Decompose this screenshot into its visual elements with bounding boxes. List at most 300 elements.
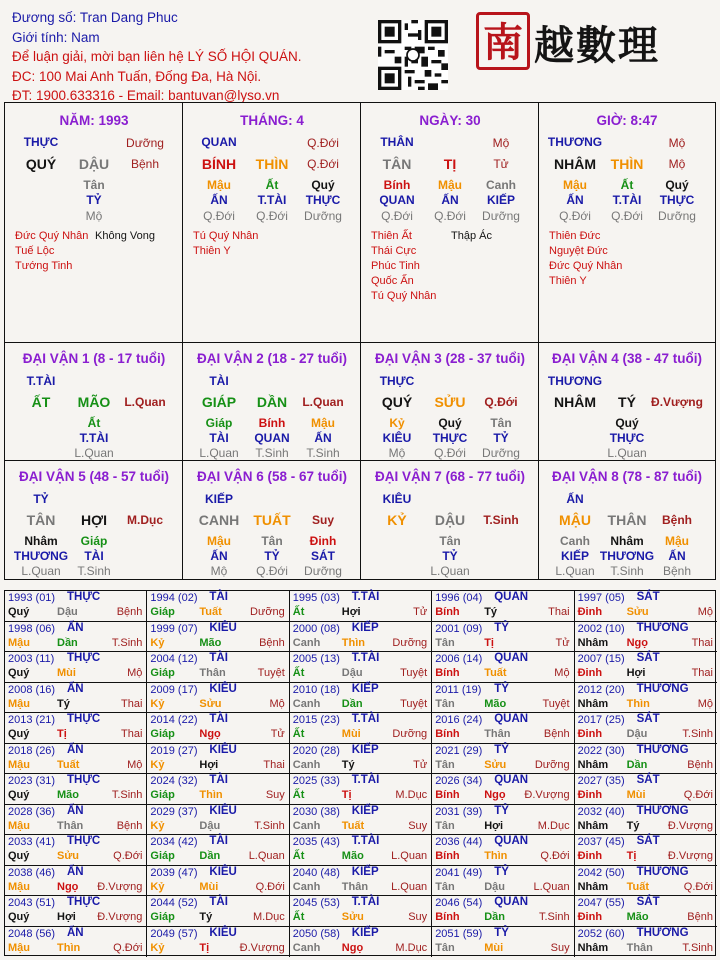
- hidden-stem-stage: L.Quan: [74, 446, 114, 460]
- year-stage: Bệnh: [687, 911, 713, 923]
- year-cell: [575, 835, 717, 866]
- year-god: T.TÀI: [351, 896, 380, 908]
- owner-gender: Giới tính: Nam: [12, 29, 100, 45]
- year-cell: [5, 591, 147, 622]
- year-cell: [432, 652, 574, 683]
- star-item: Phúc Tinh: [371, 260, 420, 272]
- year-label: 2029 (37): [150, 805, 198, 818]
- year-cell: [290, 835, 432, 866]
- pillar-branch-stage: Bệnh: [130, 157, 160, 171]
- year-stem: Bính: [435, 728, 460, 740]
- hidden-stem: Mậu: [207, 178, 231, 192]
- year-label: 2038 (46): [8, 866, 56, 879]
- year-stage: Suy: [408, 819, 428, 832]
- year-branch: Thìn: [57, 941, 81, 954]
- year-god: THƯƠNG: [636, 804, 689, 817]
- hidden-stem-stage: Q.Đới: [611, 209, 643, 223]
- year-stage: Đ.Vượng: [97, 911, 143, 923]
- year-god: QUAN: [494, 591, 529, 603]
- year-stem: Ất: [292, 911, 305, 923]
- year-stem: Nhâm: [577, 941, 609, 954]
- year-cell: [290, 591, 432, 622]
- year-label: 2016 (24): [435, 714, 483, 726]
- year-stem: Mậu: [8, 880, 30, 893]
- year-stem: Mậu: [8, 941, 30, 954]
- year-label: 1999 (07): [150, 622, 198, 635]
- year-cell: [432, 866, 574, 897]
- hidden-stem-god: THỰC: [305, 193, 341, 207]
- dai-van-stem: ẤT: [31, 394, 51, 410]
- year-label: 2036 (44): [435, 836, 483, 848]
- year-cell: [432, 713, 574, 744]
- year-branch: Mùi: [57, 667, 76, 679]
- year-stem: Giáp: [150, 667, 175, 679]
- year-stage: L.Quan: [391, 850, 428, 862]
- hidden-stem: Canh: [560, 534, 590, 548]
- hidden-stem-god: TỶ: [493, 431, 509, 445]
- year-label: 2048 (56): [8, 927, 56, 940]
- dai-van-title: ĐẠI VẬN 8 (78 - 87 tuổi): [551, 469, 703, 484]
- hidden-stem: Bính: [258, 416, 286, 430]
- dai-van-branch: TÝ: [618, 394, 636, 410]
- year-label: 2020 (28): [292, 744, 340, 757]
- year-god: THỰC: [67, 713, 101, 725]
- year-stage: T.Sinh: [539, 911, 570, 923]
- hidden-stem: Mậu: [207, 534, 231, 548]
- year-stage: Q.Đới: [255, 880, 285, 893]
- year-cell: [432, 744, 574, 775]
- year-stem: Tân: [435, 880, 455, 893]
- dai-van-god: T.TÀI: [26, 374, 56, 388]
- year-god: THỰC: [67, 652, 101, 664]
- pillar-stem-god: QUAN: [201, 135, 237, 149]
- hidden-stem-god: TỶ: [442, 549, 458, 563]
- year-branch: Tị: [341, 789, 352, 801]
- hidden-stem: Giáp: [80, 534, 108, 548]
- year-god: KIẾP: [351, 926, 379, 939]
- year-god: KIẾP: [351, 865, 379, 878]
- year-label: 2039 (47): [150, 866, 198, 879]
- year-stem: Tân: [435, 636, 455, 649]
- hidden-stem: Nhâm: [610, 534, 644, 548]
- year-label: 2027 (35): [577, 775, 625, 787]
- dai-van-god: ẤN: [566, 492, 584, 506]
- pillar-cell: [183, 103, 361, 343]
- dai-van-stem: TÂN: [26, 512, 56, 528]
- seal-logo-icon: 南: [476, 12, 530, 70]
- year-stage: L.Quan: [248, 850, 285, 862]
- year-cell: [290, 652, 432, 683]
- dai-van-cell: [5, 343, 183, 461]
- hidden-stem-stage: L.Quan: [21, 564, 61, 578]
- star-item: Thiên Y: [193, 245, 231, 257]
- year-stage: Mộ: [554, 667, 570, 679]
- year-branch: Hợi: [484, 819, 504, 832]
- year-god: KIÊU: [209, 682, 237, 695]
- hidden-stem-stage: Bệnh: [662, 564, 692, 578]
- year-stem: Kỷ: [150, 758, 165, 771]
- hidden-stem-stage: L.Quan: [199, 446, 239, 460]
- hidden-stem-god: THỰC: [432, 431, 468, 445]
- hidden-stem-god: QUAN: [379, 193, 415, 207]
- year-god: SÁT: [636, 774, 660, 786]
- hidden-stem: Mậu: [563, 178, 587, 192]
- year-stem: Bính: [435, 911, 460, 923]
- pillar-title: GIỜ: 8:47: [596, 113, 658, 128]
- year-god: THƯƠNG: [636, 865, 689, 878]
- year-cell: [290, 683, 432, 714]
- hidden-stem-god: ẤN: [566, 193, 584, 207]
- year-cell: [147, 927, 289, 958]
- dai-van-cell: [361, 343, 539, 461]
- year-god: T.TÀI: [351, 713, 380, 725]
- year-branch: Tị: [57, 728, 67, 740]
- year-branch: Tý: [341, 758, 355, 771]
- year-god: THỰC: [67, 774, 101, 786]
- year-cell: [575, 896, 717, 927]
- year-stem: Đinh: [577, 667, 603, 679]
- year-branch: Sửu: [57, 850, 80, 862]
- year-stage: Bệnh: [116, 606, 143, 618]
- year-cell: [5, 927, 147, 958]
- year-label: 2033 (41): [8, 836, 56, 848]
- year-cell: [290, 927, 432, 958]
- year-cell: [5, 805, 147, 836]
- dai-van-title: ĐẠI VẬN 7 (68 - 77 tuổi): [374, 469, 526, 484]
- star-item: Thái Cực: [371, 245, 417, 257]
- year-branch: Tý: [199, 911, 213, 923]
- year-god: T.TÀI: [351, 835, 380, 847]
- year-branch: Mão: [57, 789, 79, 801]
- year-stage: Tử: [555, 636, 570, 649]
- year-branch: Mùi: [341, 728, 361, 740]
- pillar-cell: [5, 103, 183, 343]
- year-cell: [5, 713, 147, 744]
- contact-note: Để luận giải, mời bạn liên hệ LÝ SỐ HỘI QUÁN.: [12, 49, 302, 64]
- pillar-branch: THÌN: [610, 156, 644, 172]
- year-branch: Dần: [626, 758, 648, 771]
- year-stem: Đinh: [577, 911, 603, 923]
- pillar-stem: QUÝ: [25, 156, 57, 172]
- year-branch: Thân: [57, 819, 84, 832]
- dai-van-god: THỰC: [379, 374, 415, 388]
- hidden-stem: Ất: [620, 178, 634, 192]
- year-label: 2014 (22): [150, 714, 198, 726]
- year-label: 2034 (42): [150, 836, 198, 848]
- hidden-stem: Quý: [311, 178, 335, 192]
- year-god: T.TÀI: [351, 591, 380, 603]
- pillar-stem-stage: Dưỡng: [126, 136, 164, 150]
- year-label: 2008 (16): [8, 683, 56, 696]
- hidden-stem-god: ẤN: [668, 549, 686, 563]
- year-label: 2049 (57): [150, 927, 198, 940]
- year-stem: Đinh: [577, 728, 603, 740]
- year-label: 2021 (29): [435, 744, 483, 757]
- year-cell: [147, 683, 289, 714]
- dai-van-god: TÀI: [209, 374, 229, 388]
- year-stem: Ất: [292, 606, 305, 618]
- year-label: 2031 (39): [435, 805, 483, 818]
- year-branch: Dần: [484, 911, 505, 923]
- star-item: Quốc Ấn: [371, 275, 414, 287]
- hidden-stem-god: KIẾP: [560, 549, 590, 563]
- year-god: KIẾP: [351, 804, 379, 817]
- year-label: 2030 (38): [292, 805, 340, 818]
- year-god: SÁT: [636, 713, 660, 725]
- year-label: 2013 (21): [8, 714, 56, 726]
- year-branch: Sửu: [341, 911, 364, 923]
- year-stem: Quý: [8, 667, 30, 679]
- year-stem: Tân: [435, 697, 455, 710]
- year-stem: Đinh: [577, 789, 603, 801]
- year-branch: Tý: [626, 819, 640, 832]
- hidden-stem-god: T.TÀI: [79, 431, 109, 445]
- year-god: TỶ: [494, 804, 509, 817]
- year-branch: Mùi: [484, 941, 504, 954]
- year-branch: Dậu: [199, 819, 221, 832]
- year-cell: [575, 591, 717, 622]
- year-stem: Tân: [435, 941, 455, 954]
- year-stage: M.Dục: [537, 819, 570, 832]
- hidden-stem-god: ẤN: [441, 193, 459, 207]
- year-cell: [290, 744, 432, 775]
- year-god: TÀI: [209, 835, 228, 847]
- year-stem: Kỷ: [150, 697, 165, 710]
- year-branch: Tý: [484, 606, 498, 618]
- hidden-stem-stage: Dưỡng: [304, 564, 342, 578]
- hidden-stem-stage: T.Sinh: [610, 564, 644, 578]
- hidden-stem: Bính: [383, 178, 411, 192]
- year-label: 2010 (18): [292, 683, 340, 696]
- pillar-cell: [539, 103, 715, 343]
- dai-van-branch: SỬU: [434, 394, 466, 410]
- year-god: QUAN: [494, 896, 529, 908]
- year-branch: Thìn: [626, 697, 650, 710]
- year-stem: Giáp: [150, 606, 175, 618]
- hidden-stem-god: THƯƠNG: [599, 549, 655, 563]
- year-stage: Dưỡng: [250, 606, 285, 618]
- dai-van-stage: Suy: [311, 513, 335, 527]
- star-item: Tướng Tinh: [15, 260, 73, 272]
- hidden-stem-god: ẤN: [210, 549, 228, 563]
- year-stage: Q.Đới: [683, 789, 713, 801]
- year-branch: Hợi: [626, 667, 646, 679]
- year-label: 2015 (23): [292, 714, 340, 726]
- year-god: KIÊU: [209, 621, 237, 634]
- year-god: ẤN: [67, 926, 84, 939]
- year-stage: Tử: [413, 606, 428, 618]
- chart-grid: [4, 102, 716, 580]
- year-god: TÀI: [209, 774, 228, 786]
- hidden-stem-stage: Q.Đới: [434, 209, 466, 223]
- year-god: THƯƠNG: [636, 926, 689, 939]
- hidden-stem-stage: Q.Đới: [256, 564, 288, 578]
- year-god: KIÊU: [209, 926, 237, 939]
- dai-van-stem: MẬU: [559, 512, 591, 528]
- pillar-stem-stage: Q.Đới: [307, 136, 339, 150]
- dai-van-branch: THÂN: [607, 512, 647, 528]
- year-stage: Dưỡng: [392, 728, 428, 740]
- year-stem: Mậu: [8, 819, 30, 832]
- year-god: THƯƠNG: [636, 682, 689, 695]
- year-stem: Mậu: [8, 636, 30, 649]
- year-label: 2043 (51): [8, 897, 56, 909]
- year-cell: [147, 591, 289, 622]
- year-stem: Ất: [292, 667, 305, 679]
- year-god: T.TÀI: [351, 774, 380, 786]
- year-god: ẤN: [67, 682, 84, 695]
- year-stage: Thai: [691, 667, 713, 679]
- year-branch: Sửu: [626, 606, 649, 618]
- year-label: 1995 (03): [292, 592, 340, 604]
- year-cell: [575, 683, 717, 714]
- hidden-stem: Canh: [486, 178, 516, 192]
- year-branch: Hợi: [341, 606, 361, 618]
- dai-van-title: ĐẠI VẬN 1 (8 - 17 tuổi): [22, 351, 166, 366]
- year-label: 2044 (52): [150, 897, 198, 909]
- hidden-stem: Ất: [265, 178, 279, 192]
- hidden-stem-stage: T.Sinh: [255, 446, 289, 460]
- pillar-branch-stage: Tử: [493, 157, 509, 171]
- owner-info: [12, 8, 301, 106]
- year-god: THỰC: [67, 896, 101, 908]
- year-cell: [575, 774, 717, 805]
- qr-code-icon: [378, 20, 448, 90]
- year-cell: [432, 591, 574, 622]
- year-stem: Quý: [8, 850, 30, 862]
- dai-van-title: ĐẠI VẬN 3 (28 - 37 tuổi): [374, 351, 526, 366]
- star-item: Tuế Lộc: [15, 245, 55, 257]
- star-item: Đức Quý Nhân: [549, 260, 623, 272]
- dai-van-cell: [183, 461, 361, 579]
- year-branch: Dậu: [484, 880, 505, 893]
- year-stem: Mậu: [8, 758, 30, 771]
- pillar-branch: THÌN: [255, 156, 289, 172]
- year-stem: Canh: [292, 941, 321, 954]
- hidden-stem-stage: Dưỡng: [304, 209, 342, 223]
- hidden-stem-stage: Dưỡng: [482, 209, 520, 223]
- year-branch: Dậu: [626, 728, 648, 740]
- hidden-stem-stage: Q.Đới: [434, 446, 466, 460]
- year-cell: [290, 622, 432, 653]
- year-label: 2012 (20): [577, 683, 625, 696]
- year-god: KIÊU: [209, 804, 237, 817]
- dai-van-stage: T.Sinh: [483, 513, 519, 527]
- year-stage: Đ.Vượng: [524, 789, 570, 801]
- pillar-cell: [361, 103, 539, 343]
- year-god: TỶ: [494, 621, 509, 634]
- hidden-stem: Quý: [665, 178, 689, 192]
- year-cell: [5, 835, 147, 866]
- hidden-stem-stage: Q.Đới: [203, 209, 235, 223]
- year-label: 2040 (48): [292, 866, 340, 879]
- hidden-stem-god: THỰC: [659, 193, 695, 207]
- star-item: Không Vong: [95, 230, 155, 242]
- year-cell: [147, 805, 289, 836]
- owner-name: Đương số: Tran Dang Phuc: [12, 10, 178, 25]
- year-stage: T.Sinh: [682, 728, 713, 740]
- year-god: TÀI: [209, 591, 228, 603]
- year-stem: Bính: [435, 667, 460, 679]
- year-stage: Suy: [408, 911, 428, 923]
- dai-van-stage: L.Quan: [124, 395, 166, 409]
- year-stem: Ất: [292, 850, 305, 862]
- year-stage: Mộ: [127, 758, 143, 771]
- year-cell: [147, 774, 289, 805]
- year-label: 2022 (30): [577, 744, 625, 757]
- hidden-stem-god: THƯƠNG: [13, 549, 69, 563]
- pillar-stem-god: THỰC: [23, 135, 59, 149]
- pillar-stem: BÍNH: [201, 156, 237, 172]
- hidden-stem-god: TÀI: [84, 549, 104, 563]
- dai-van-title: ĐẠI VẬN 5 (48 - 57 tuổi): [18, 469, 170, 484]
- year-god: T.TÀI: [351, 652, 380, 664]
- year-label: 1994 (02): [150, 592, 198, 604]
- hidden-stem: Tân: [83, 178, 105, 192]
- dai-van-branch: MÃO: [77, 394, 111, 410]
- year-stem: Giáp: [150, 728, 175, 740]
- star-item: Tú Quý Nhân: [193, 230, 259, 242]
- year-label: 2028 (36): [8, 805, 56, 818]
- year-stem: Giáp: [150, 911, 175, 923]
- year-cell: [290, 866, 432, 897]
- year-label: 2041 (49): [435, 866, 483, 879]
- year-branch: Dần: [341, 697, 363, 710]
- year-cell: [5, 622, 147, 653]
- year-cell: [575, 927, 717, 958]
- year-stage: Bệnh: [687, 758, 713, 771]
- hidden-stem: Đinh: [309, 534, 337, 548]
- year-stage: Q.Đới: [683, 880, 713, 893]
- dai-van-stem: NHÂM: [554, 394, 596, 410]
- year-branch: Mão: [484, 697, 507, 710]
- year-stage: Thai: [120, 697, 143, 710]
- star-item: Thiên Đức: [549, 230, 601, 242]
- pillar-branch: TỊ: [443, 156, 457, 172]
- year-cell: [5, 652, 147, 683]
- hidden-stem-stage: T.Sinh: [77, 564, 111, 578]
- star-item: Thiên Y: [549, 275, 587, 287]
- pillar-branch: DẬU: [78, 156, 110, 172]
- star-item: Thập Ác: [451, 230, 492, 242]
- year-branch: Ngọ: [626, 636, 648, 649]
- hidden-stem-stage: L.Quan: [430, 564, 470, 578]
- hidden-stem-stage: Q.Đới: [559, 209, 591, 223]
- brand-logo: 越數理: [534, 22, 660, 69]
- year-god: TỶ: [494, 682, 509, 695]
- year-label: 2018 (26): [8, 744, 56, 757]
- year-god: SÁT: [636, 652, 660, 664]
- year-cell: [147, 835, 289, 866]
- year-branch: Ngọ: [484, 789, 506, 801]
- year-label: 2004 (12): [150, 653, 198, 665]
- hidden-stem-stage: Q.Đới: [256, 209, 288, 223]
- year-cell: [5, 866, 147, 897]
- year-god: TỶ: [494, 743, 509, 756]
- hidden-stem: Mậu: [665, 534, 689, 548]
- year-stem: Bính: [435, 606, 460, 618]
- year-stage: Thai: [548, 606, 570, 618]
- hidden-stem: Ất: [87, 416, 101, 430]
- dai-van-cell: [183, 343, 361, 461]
- year-cell: [575, 713, 717, 744]
- year-label: 2025 (33): [292, 775, 340, 787]
- year-god: KIẾP: [351, 682, 379, 695]
- year-god: THỰC: [67, 591, 101, 603]
- year-label: 2000 (08): [292, 622, 340, 635]
- year-stem: Ất: [292, 728, 305, 740]
- contact-address: ĐC: 100 Mai Anh Tuấn, Đống Đa, Hà Nội.: [12, 68, 262, 84]
